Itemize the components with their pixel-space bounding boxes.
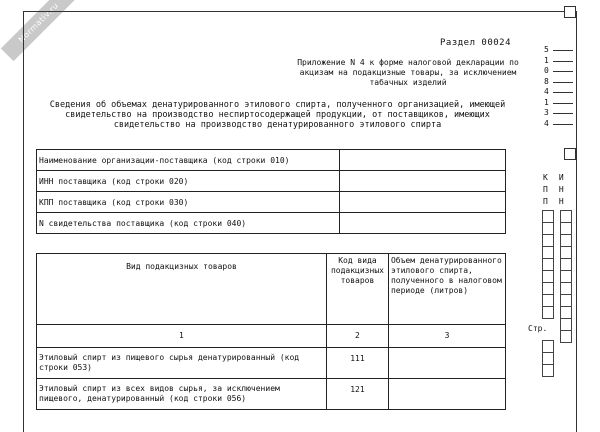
kpp-label-k: К <box>543 173 548 182</box>
side-code: 3 <box>544 108 574 119</box>
goods-row-volume-field[interactable] <box>388 379 505 410</box>
kpp-box-column <box>542 210 554 318</box>
table-row <box>37 192 506 213</box>
side-code-column <box>544 45 574 129</box>
kpp-inn-labels <box>543 172 564 208</box>
supplier-kpp-field[interactable] <box>340 192 506 213</box>
supplier-kpp-label: КПП поставщика (код строки 030) <box>37 192 340 213</box>
supplier-name-field[interactable] <box>340 150 506 171</box>
corner-mark-top-right <box>564 6 576 18</box>
watermark: Normativ.ru <box>1 0 77 61</box>
table-row <box>37 348 506 379</box>
supplier-certificate-label: N свидетельства поставщика (код строки 040) <box>37 213 340 234</box>
goods-row-name: Этиловый спирт из пищевого сырья денатурированный (код строки 053) <box>37 348 327 379</box>
kpp-digit-box[interactable] <box>542 306 554 319</box>
table-row <box>37 171 506 192</box>
corner-mark-right <box>564 148 576 160</box>
page-digit-box[interactable] <box>542 364 554 377</box>
inn-digit-box[interactable] <box>560 330 572 343</box>
goods-row-code: 121 <box>326 379 388 410</box>
column-number-row <box>37 325 506 348</box>
column-number-3: 3 <box>388 325 505 348</box>
code-header: Код вида подакцизных товаров <box>326 254 388 325</box>
table-row <box>37 213 506 234</box>
supplier-table <box>36 149 506 234</box>
side-code: 4 <box>544 119 574 130</box>
inn-label-n2: Н <box>558 197 564 206</box>
side-code: 0 <box>544 66 574 77</box>
side-code: 5 <box>544 45 574 56</box>
inn-box-column <box>560 210 572 342</box>
table-row <box>37 150 506 171</box>
appendix-text: Приложение N 4 к форме налоговой декларации по акцизам на подакцизные товары, за исключением табачных изделий <box>297 58 519 87</box>
page-number-boxes <box>542 340 554 376</box>
supplier-inn-field[interactable] <box>340 171 506 192</box>
side-code: 4 <box>544 87 574 98</box>
table-header-row <box>37 254 506 325</box>
volume-header: Объем денатурированного этилового спирта, полученного в налоговом периоде (литров) <box>388 254 505 325</box>
side-code: 1 <box>544 56 574 67</box>
supplier-certificate-field[interactable] <box>340 213 506 234</box>
goods-type-header: Вид подакцизных товаров <box>37 254 327 325</box>
inn-label-n1: Н <box>558 185 564 194</box>
goods-row-code: 111 <box>326 348 388 379</box>
column-number-1: 1 <box>37 325 327 348</box>
goods-row-name: Этиловый спирт из всех видов сырья, за исключением пищевого, денатурированный (код строки 056) <box>37 379 327 410</box>
side-code: 1 <box>544 98 574 109</box>
table-row <box>37 379 506 410</box>
kpp-label-p1: П <box>543 185 548 194</box>
page-label: Стр. <box>528 324 548 333</box>
form-heading: Сведения об объемах денатурированного этилового спирта, полученного организацией, имеющей свидетельство на производство неспиртосодержащей продукции, от поставщиков, имеющих свидетельство на производство денатурированного этилового спирта <box>49 100 506 130</box>
inn-label-i: И <box>558 173 564 182</box>
supplier-inn-label: ИНН поставщика (код строки 020) <box>37 171 340 192</box>
column-number-2: 2 <box>326 325 388 348</box>
kpp-label-p2: П <box>543 197 548 206</box>
section-label: Раздел 00024 <box>440 38 512 48</box>
goods-table <box>36 253 506 410</box>
supplier-name-label: Наименование организации-поставщика (код строки 010) <box>37 150 340 171</box>
goods-row-volume-field[interactable] <box>388 348 505 379</box>
side-code: 8 <box>544 77 574 88</box>
